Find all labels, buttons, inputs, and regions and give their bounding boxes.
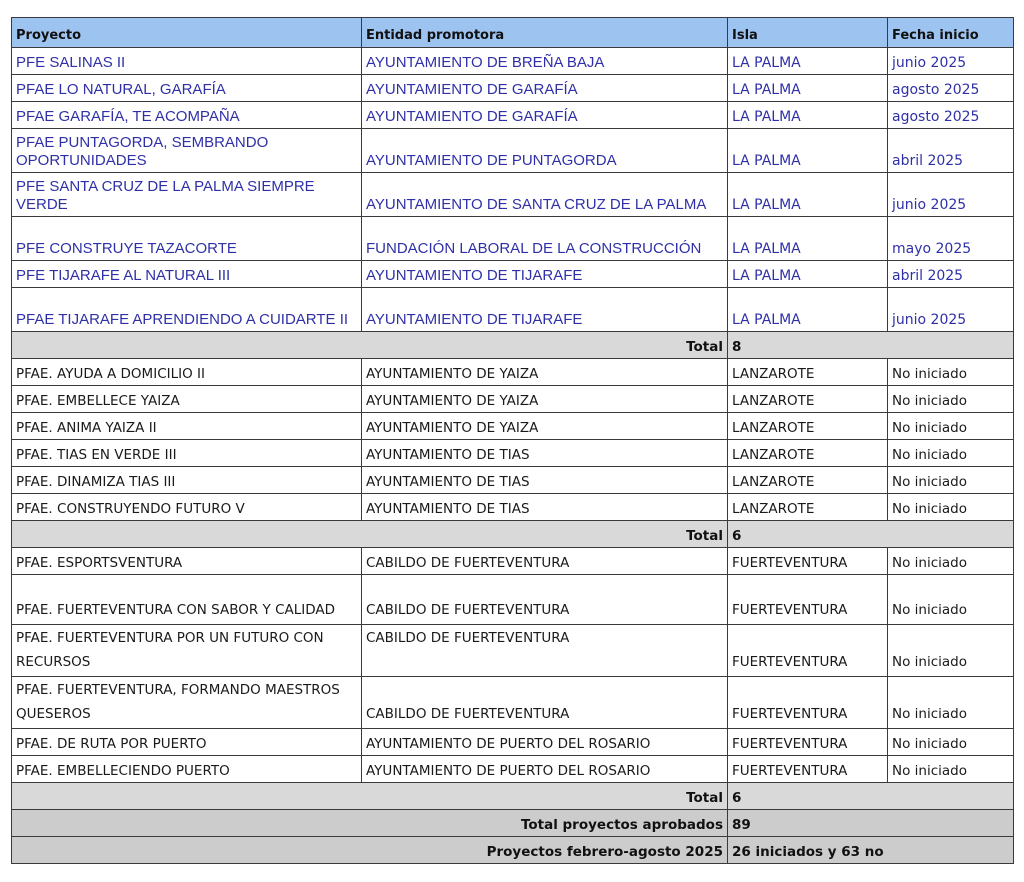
table-row (12, 359, 1014, 386)
cell-isla: LA PALMA (728, 102, 888, 129)
cell-fecha: No iniciado (888, 440, 1014, 467)
table-row (12, 261, 1014, 288)
cell-fecha: No iniciado (888, 494, 1014, 521)
cell-isla: LANZAROTE (728, 494, 888, 521)
summary-label: Total proyectos aprobados (12, 810, 728, 837)
cell-fecha: junio 2025 (888, 173, 1014, 217)
cell-fecha: No iniciado (888, 575, 1014, 625)
cell-isla: LANZAROTE (728, 386, 888, 413)
cell-fecha: No iniciado (888, 467, 1014, 494)
cell-entidad: AYUNTAMIENTO DE PUERTO DEL ROSARIO (362, 729, 728, 756)
cell-entidad: AYUNTAMIENTO DE BREÑA BAJA (362, 48, 728, 75)
cell-isla: LA PALMA (728, 288, 888, 332)
cell-proyecto: PFAE. CONSTRUYENDO FUTURO V (12, 494, 362, 521)
cell-proyecto: PFAE. DINAMIZA TIAS III (12, 467, 362, 494)
cell-entidad: AYUNTAMIENTO DE SANTA CRUZ DE LA PALMA (362, 173, 728, 217)
total-value: 6 (728, 783, 1014, 810)
cell-proyecto: PFAE. AYUDA A DOMICILIO II (12, 359, 362, 386)
cell-fecha: No iniciado (888, 625, 1014, 677)
table-row (12, 729, 1014, 756)
table-row (12, 288, 1014, 332)
cell-entidad: AYUNTAMIENTO DE YAIZA (362, 359, 728, 386)
table-row (12, 494, 1014, 521)
table-row (12, 413, 1014, 440)
header-fecha: Fecha inicio (888, 18, 1014, 48)
cell-isla: LA PALMA (728, 75, 888, 102)
cell-isla: LA PALMA (728, 48, 888, 75)
cell-isla: FUERTEVENTURA (728, 548, 888, 575)
cell-fecha: agosto 2025 (888, 102, 1014, 129)
cell-isla: FUERTEVENTURA (728, 625, 888, 677)
table-row (12, 48, 1014, 75)
cell-entidad: CABILDO DE FUERTEVENTURA (362, 625, 728, 677)
table-row (12, 625, 1014, 677)
cell-proyecto: PFAE PUNTAGORDA, SEMBRANDO OPORTUNIDADES (12, 129, 362, 173)
cell-fecha: No iniciado (888, 413, 1014, 440)
cell-fecha: agosto 2025 (888, 75, 1014, 102)
summary-row-total-approved (12, 810, 1014, 837)
cell-proyecto: PFAE. EMBELLECE YAIZA (12, 386, 362, 413)
cell-fecha: No iniciado (888, 548, 1014, 575)
cell-proyecto: PFE SANTA CRUZ DE LA PALMA SIEMPRE VERDE (12, 173, 362, 217)
header-isla: Isla (728, 18, 888, 48)
summary-value: 89 (728, 810, 1014, 837)
table-row (12, 467, 1014, 494)
summary-label: Proyectos febrero-agosto 2025 (12, 837, 728, 864)
cell-fecha: No iniciado (888, 729, 1014, 756)
cell-proyecto: PFAE GARAFÍA, TE ACOMPAÑA (12, 102, 362, 129)
cell-fecha: abril 2025 (888, 261, 1014, 288)
summary-row-feb-aug (12, 837, 1014, 864)
cell-entidad: AYUNTAMIENTO DE TIJARAFE (362, 288, 728, 332)
cell-isla: LA PALMA (728, 217, 888, 261)
cell-fecha: junio 2025 (888, 288, 1014, 332)
cell-proyecto: PFAE. FUERTEVENTURA, FORMANDO MAESTROS QUESEROS (12, 677, 362, 729)
cell-isla: FUERTEVENTURA (728, 729, 888, 756)
table-row (12, 548, 1014, 575)
total-row-la-palma (12, 332, 1014, 359)
projects-table (11, 17, 1014, 864)
table-row (12, 129, 1014, 173)
cell-proyecto: PFAE. EMBELLECIENDO PUERTO (12, 756, 362, 783)
header-entidad: Entidad promotora (362, 18, 728, 48)
table-row (12, 440, 1014, 467)
header-row (12, 18, 1014, 48)
cell-isla: LANZAROTE (728, 359, 888, 386)
cell-entidad: AYUNTAMIENTO DE TIAS (362, 440, 728, 467)
cell-proyecto: PFAE. FUERTEVENTURA POR UN FUTURO CON RECURSOS (12, 625, 362, 677)
cell-fecha: No iniciado (888, 359, 1014, 386)
cell-proyecto: PFE TIJARAFE AL NATURAL III (12, 261, 362, 288)
table-row (12, 102, 1014, 129)
cell-proyecto: PFAE. ANIMA YAIZA II (12, 413, 362, 440)
cell-isla: FUERTEVENTURA (728, 575, 888, 625)
cell-proyecto: PFAE. ESPORTSVENTURA (12, 548, 362, 575)
table-row (12, 217, 1014, 261)
cell-fecha: No iniciado (888, 386, 1014, 413)
total-value: 8 (728, 332, 1014, 359)
cell-fecha: junio 2025 (888, 48, 1014, 75)
cell-entidad: AYUNTAMIENTO DE TIAS (362, 467, 728, 494)
cell-entidad: AYUNTAMIENTO DE TIAS (362, 494, 728, 521)
table-row (12, 75, 1014, 102)
table-row (12, 386, 1014, 413)
cell-isla: LANZAROTE (728, 440, 888, 467)
cell-entidad: AYUNTAMIENTO DE PUNTAGORDA (362, 129, 728, 173)
summary-value: 26 iniciados y 63 no (728, 837, 1014, 864)
table-row (12, 173, 1014, 217)
header-proyecto: Proyecto (12, 18, 362, 48)
cell-fecha: No iniciado (888, 677, 1014, 729)
table-row (12, 756, 1014, 783)
total-label: Total (12, 521, 728, 548)
total-label: Total (12, 783, 728, 810)
cell-entidad: AYUNTAMIENTO DE GARAFÍA (362, 102, 728, 129)
cell-entidad: CABILDO DE FUERTEVENTURA (362, 575, 728, 625)
cell-fecha: abril 2025 (888, 129, 1014, 173)
cell-isla: LANZAROTE (728, 413, 888, 440)
cell-proyecto: PFAE TIJARAFE APRENDIENDO A CUIDARTE II (12, 288, 362, 332)
cell-fecha: mayo 2025 (888, 217, 1014, 261)
cell-isla: LA PALMA (728, 261, 888, 288)
table-row (12, 575, 1014, 625)
cell-isla: FUERTEVENTURA (728, 756, 888, 783)
cell-proyecto: PFAE. DE RUTA POR PUERTO (12, 729, 362, 756)
cell-proyecto: PFAE. TIAS EN VERDE III (12, 440, 362, 467)
cell-proyecto: PFAE LO NATURAL, GARAFÍA (12, 75, 362, 102)
cell-fecha: No iniciado (888, 756, 1014, 783)
cell-isla: LANZAROTE (728, 467, 888, 494)
cell-isla: FUERTEVENTURA (728, 677, 888, 729)
total-row-lanzarote (12, 521, 1014, 548)
cell-proyecto: PFE CONSTRUYE TAZACORTE (12, 217, 362, 261)
cell-entidad: CABILDO DE FUERTEVENTURA (362, 677, 728, 729)
cell-entidad: AYUNTAMIENTO DE TIJARAFE (362, 261, 728, 288)
cell-entidad: FUNDACIÓN LABORAL DE LA CONSTRUCCIÓN (362, 217, 728, 261)
total-value: 6 (728, 521, 1014, 548)
cell-proyecto: PFE SALINAS II (12, 48, 362, 75)
table-row (12, 677, 1014, 729)
cell-isla: LA PALMA (728, 129, 888, 173)
cell-entidad: AYUNTAMIENTO DE YAIZA (362, 413, 728, 440)
cell-entidad: CABILDO DE FUERTEVENTURA (362, 548, 728, 575)
cell-entidad: AYUNTAMIENTO DE GARAFÍA (362, 75, 728, 102)
total-row-fuerteventura (12, 783, 1014, 810)
cell-proyecto: PFAE. FUERTEVENTURA CON SABOR Y CALIDAD (12, 575, 362, 625)
cell-isla: LA PALMA (728, 173, 888, 217)
cell-entidad: AYUNTAMIENTO DE PUERTO DEL ROSARIO (362, 756, 728, 783)
cell-entidad: AYUNTAMIENTO DE YAIZA (362, 386, 728, 413)
total-label: Total (12, 332, 728, 359)
